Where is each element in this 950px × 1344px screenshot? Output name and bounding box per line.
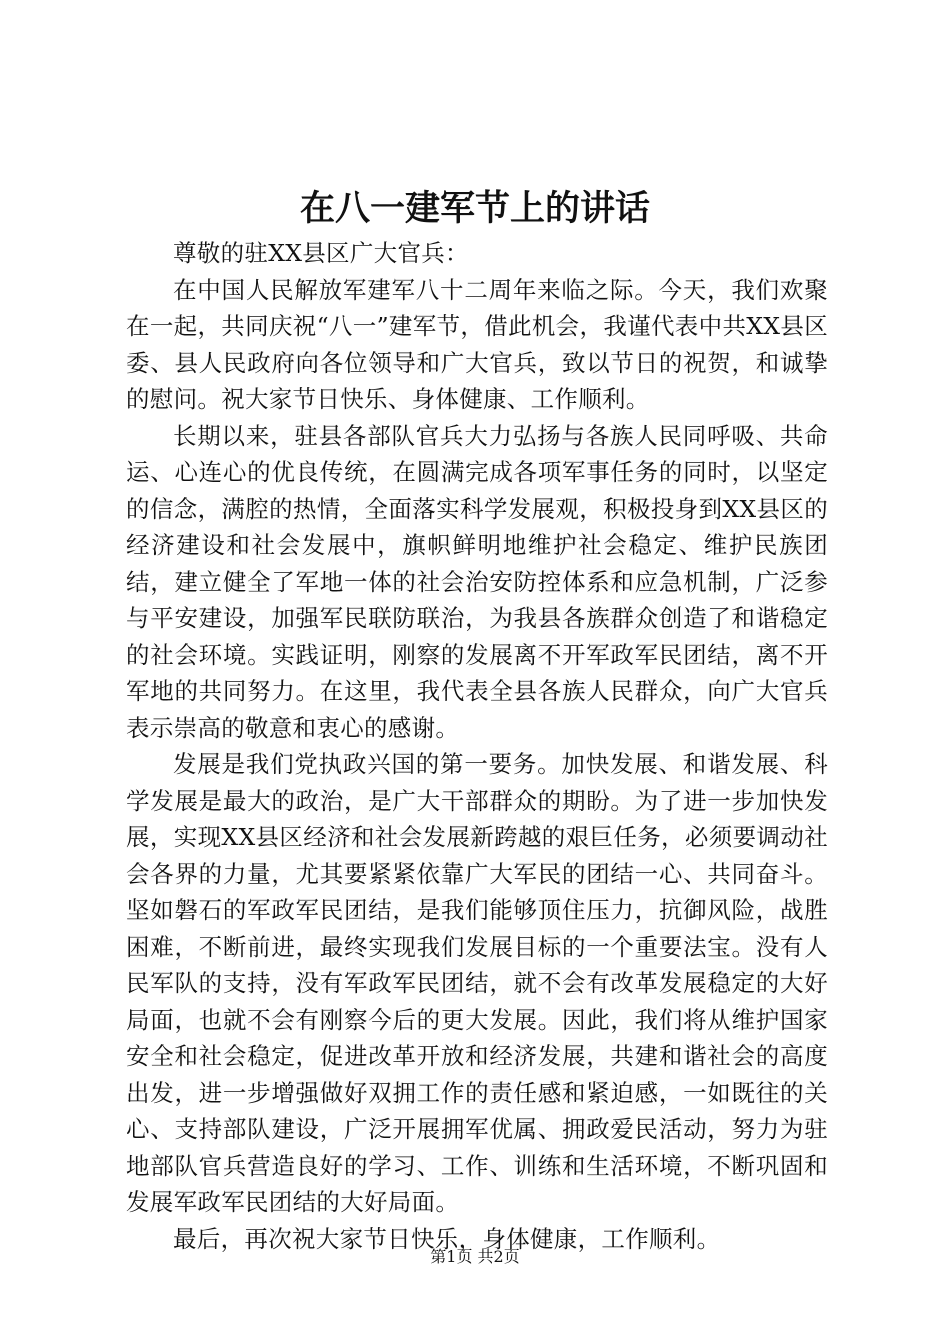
- paragraph-4: 最后，再次祝大家节日快乐，身体健康，工作顺利。: [173, 1224, 721, 1253]
- paragraph-3: 发展是我们党执政兴国的第一要务。加快发展、和谐发展、科学发展是最大的政治，是广大干部群众的期盼。为了进一步加快发展，实现XX县区经济和社会发展新跨越的艰巨任务，必须要调动社会各界的力量，尤其要紧紧依靠广大军民的团结一心、共同奋斗。坚如磐石的军政军民团结，是我们能够顶住压力，抗御风险，战胜困难，不断前进，最终实现我们发展目标的一个重要法宝。没有人民军队的支持，没有军政军民团结，就不会有改革发展稳定的大好局面，也就不会有刚察今后的更大发展。因此，我们将从维护国家安全和社会稳定，促进改革开放和经济发展，共建和谐社会的高度出发，进一步增强做好双拥工作的责任感和紧迫感，一如既往的关心、支持部队建设，广泛开展拥军优属、拥政爱民活动，努力为驻地部队官兵营造良好的学习、工作、训练和生活环境，不断巩固和发展军政军民团结的大好局面。: [126, 750, 828, 1216]
- paragraph-1: 在中国人民解放军建军八十二周年来临之际。今天，我们欢聚在一起，共同庆祝“八一”建军节，借此机会，我谨代表中共XX县区委、县人民政府向各位领导和广大官兵，致以节日的祝贺，和诚挚的慰问。祝大家节日快乐、身体健康、工作顺利。: [126, 275, 828, 413]
- paragraph-2: 长期以来，驻县各部队官兵大力弘扬与各族人民同呼吸、共命运、心连心的优良传统，在圆满完成各项军事任务的同时，以坚定的信念，满腔的热情，全面落实科学发展观，积极投身到XX县区的经济建设和社会发展中，旗帜鲜明地维护社会稳定、维护民族团结，建立健全了军地一体的社会治安防控体系和应急机制，广泛参与平安建设，加强军民联防联治，为我县各族群众创造了和谐稳定的社会环境。实践证明，刚察的发展离不开军政军民团结，离不开军地的共同努力。在这里，我代表全县各族人民群众，向广大官兵表示崇高的敬意和衷心的感谢。: [126, 421, 828, 742]
- document-title: 在八一建军节上的讲话: [299, 188, 650, 229]
- document-body: [126, 235, 828, 1257]
- salutation: 尊敬的驻XX县区广大官兵：: [173, 239, 469, 267]
- page-number-footer: 第1页 共2页: [430, 1247, 520, 1266]
